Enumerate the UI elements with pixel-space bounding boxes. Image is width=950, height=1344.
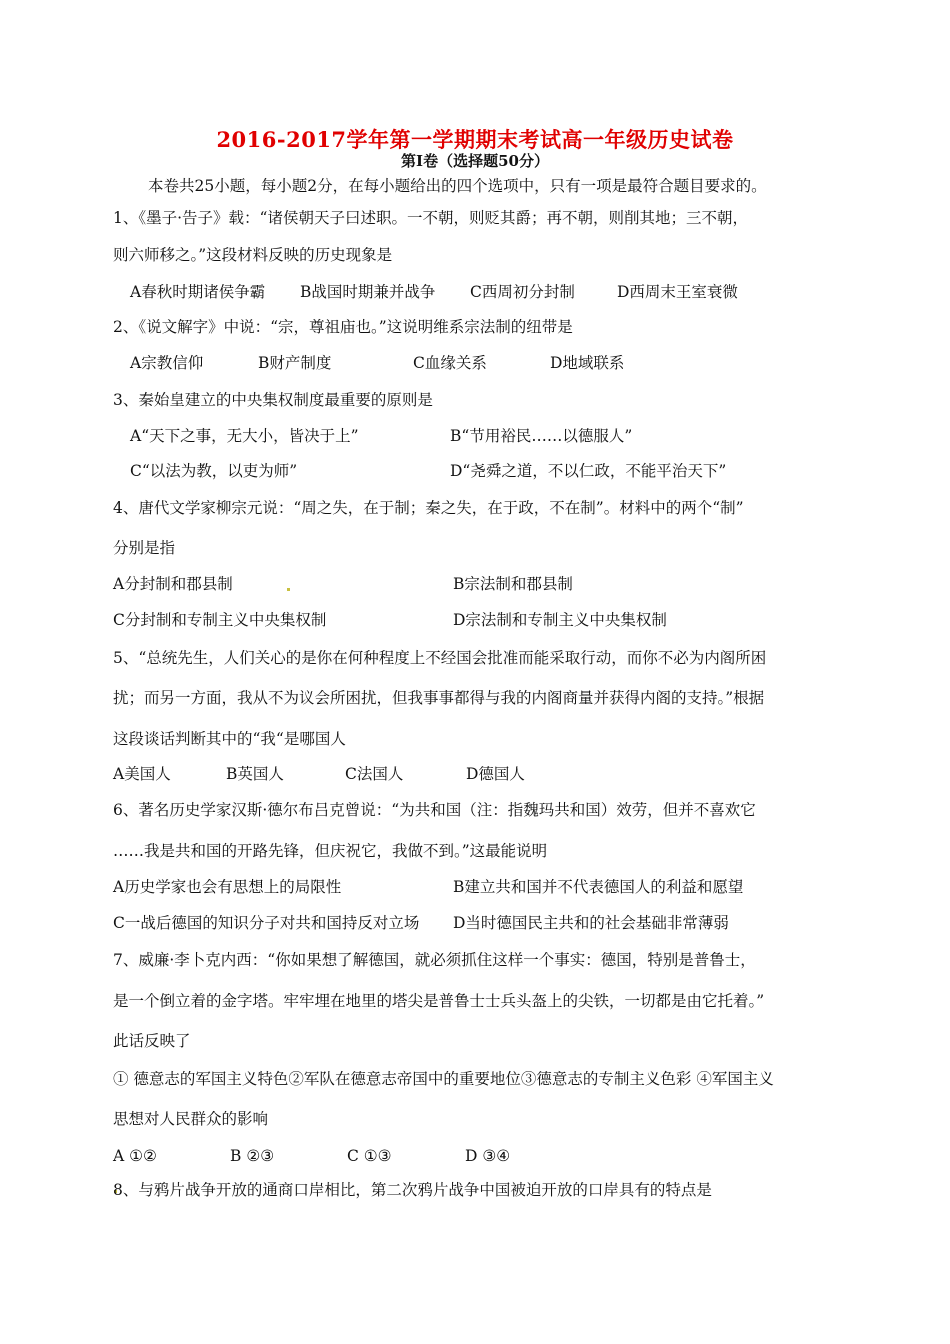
q4-stem-line2: 分别是指 <box>113 539 176 557</box>
q5-option-d: D德国人 <box>466 765 525 783</box>
q5-stem-line2: 扰；而另一方面，我从不为议会所困扰，但我事事都得与我的内阁商量并获得内阁的支持。”根据 <box>113 689 765 707</box>
q2-option-b: B财产制度 <box>258 354 332 372</box>
instructions: 本卷共25小题，每小题2分，在每小题给出的四个选项中，只有一项是最符合题目要求的。 <box>148 177 767 195</box>
q2-option-a: A宗教信仰 <box>130 354 204 372</box>
q7-stem-line4: ① 德意志的军国主义特色②军队在德意志帝国中的重要地位③德意志的专制主义色彩 ④军国主义 <box>113 1070 774 1088</box>
q1-option-d: D西周末王室衰微 <box>617 283 738 301</box>
section-heading: 第Ⅰ卷（选择题50分） <box>401 152 549 170</box>
q6-option-d: D当时德国民主共和的社会基础非常薄弱 <box>453 914 729 932</box>
q7-stem-line3: 此话反映了 <box>113 1032 191 1050</box>
q7-option-a: A ①② <box>113 1147 157 1165</box>
q3-option-b: B“节用裕民……以德服人” <box>450 427 633 445</box>
q7-option-b: B ②③ <box>230 1147 275 1165</box>
q2-option-d: D地域联系 <box>550 354 625 372</box>
q6-option-c: C一战后德国的知识分子对共和国持反对立场 <box>113 914 420 932</box>
q5-option-b: B英国人 <box>226 765 284 783</box>
q5-stem-line3: 这段谈话判断其中的“我“是哪国人 <box>113 730 346 748</box>
q4-option-b: B宗法制和郡县制 <box>453 575 573 593</box>
q6-option-b: B建立共和国并不代表德国人的利益和愿望 <box>453 878 744 896</box>
q7-option-c: C ①③ <box>347 1147 392 1165</box>
q7-stem-line1: 7、威廉·李卜克内西：“你如果想了解德国，就必须抓住这样一个事实：德国，特别是普鲁士， <box>113 951 756 969</box>
q6-stem-line2: ……我是共和国的开路先锋，但庆祝它，我做不到。”这最能说明 <box>113 842 548 860</box>
q1-stem-line1: 1、《墨子·告子》载：“诸侯朝天子曰述职。一不朝，则贬其爵；再不朝，则削其地；三不朝， <box>113 209 748 227</box>
q3-option-a: A“天下之事，无大小，皆决于上” <box>130 427 359 445</box>
q2-stem-line1: 2、《说文解字》中说：“宗，尊祖庙也。”这说明维系宗法制的纽带是 <box>113 318 573 336</box>
exam-title: 2016-2017学年第一学期期末考试高一年级历史试卷 <box>216 127 734 152</box>
q1-option-b: B战国时期兼并战争 <box>300 283 436 301</box>
q1-option-a: A春秋时期诸侯争霸 <box>130 283 266 301</box>
q7-stem-line5: 思想对人民群众的影响 <box>113 1110 269 1128</box>
speck-mark <box>287 588 290 591</box>
q7-option-d: D ③④ <box>465 1147 511 1165</box>
q3-option-c: C“以法为教，以吏为师” <box>130 462 298 480</box>
q4-stem-line1: 4、唐代文学家柳宗元说：“周之失，在于制；秦之失，在于政，不在制”。材料中的两个“制” <box>113 499 744 517</box>
q3-option-d: D“尧舜之道，不以仁政，不能平治天下” <box>450 462 727 480</box>
q4-option-d: D宗法制和专制主义中央集权制 <box>453 611 667 629</box>
q1-option-c: C西周初分封制 <box>470 283 575 301</box>
q3-stem-line1: 3、秦始皇建立的中央集权制度最重要的原则是 <box>113 391 433 409</box>
q6-option-a: A历史学家也会有思想上的局限性 <box>113 878 342 896</box>
q6-stem-line1: 6、著名历史学家汉斯·德尔布吕克曾说：“为共和国（注：指魏玛共和国）效劳，但并不喜欢它 <box>113 801 756 819</box>
q7-stem-line2: 是一个倒立着的金字塔。牢牢埋在地里的塔尖是普鲁士士兵头盔上的尖铁，一切都是由它托着。” <box>113 992 765 1010</box>
q4-option-a: A分封制和郡县制 <box>113 575 233 593</box>
q1-stem-line2: 则六师移之。”这段材料反映的历史现象是 <box>113 246 393 264</box>
q5-option-c: C法国人 <box>345 765 404 783</box>
q5-option-a: A美国人 <box>113 765 171 783</box>
q8-stem-line1: 8、与鸦片战争开放的通商口岸相比，第二次鸦片战争中国被迫开放的口岸具有的特点是 <box>113 1181 712 1199</box>
q4-option-c: C分封制和专制主义中央集权制 <box>113 611 327 629</box>
q2-option-c: C血缘关系 <box>413 354 487 372</box>
q5-stem-line1: 5、“总统先生，人们关心的是你在何种程度上不经国会批准而能采取行动，而你不必为内阁所困 <box>113 649 767 667</box>
